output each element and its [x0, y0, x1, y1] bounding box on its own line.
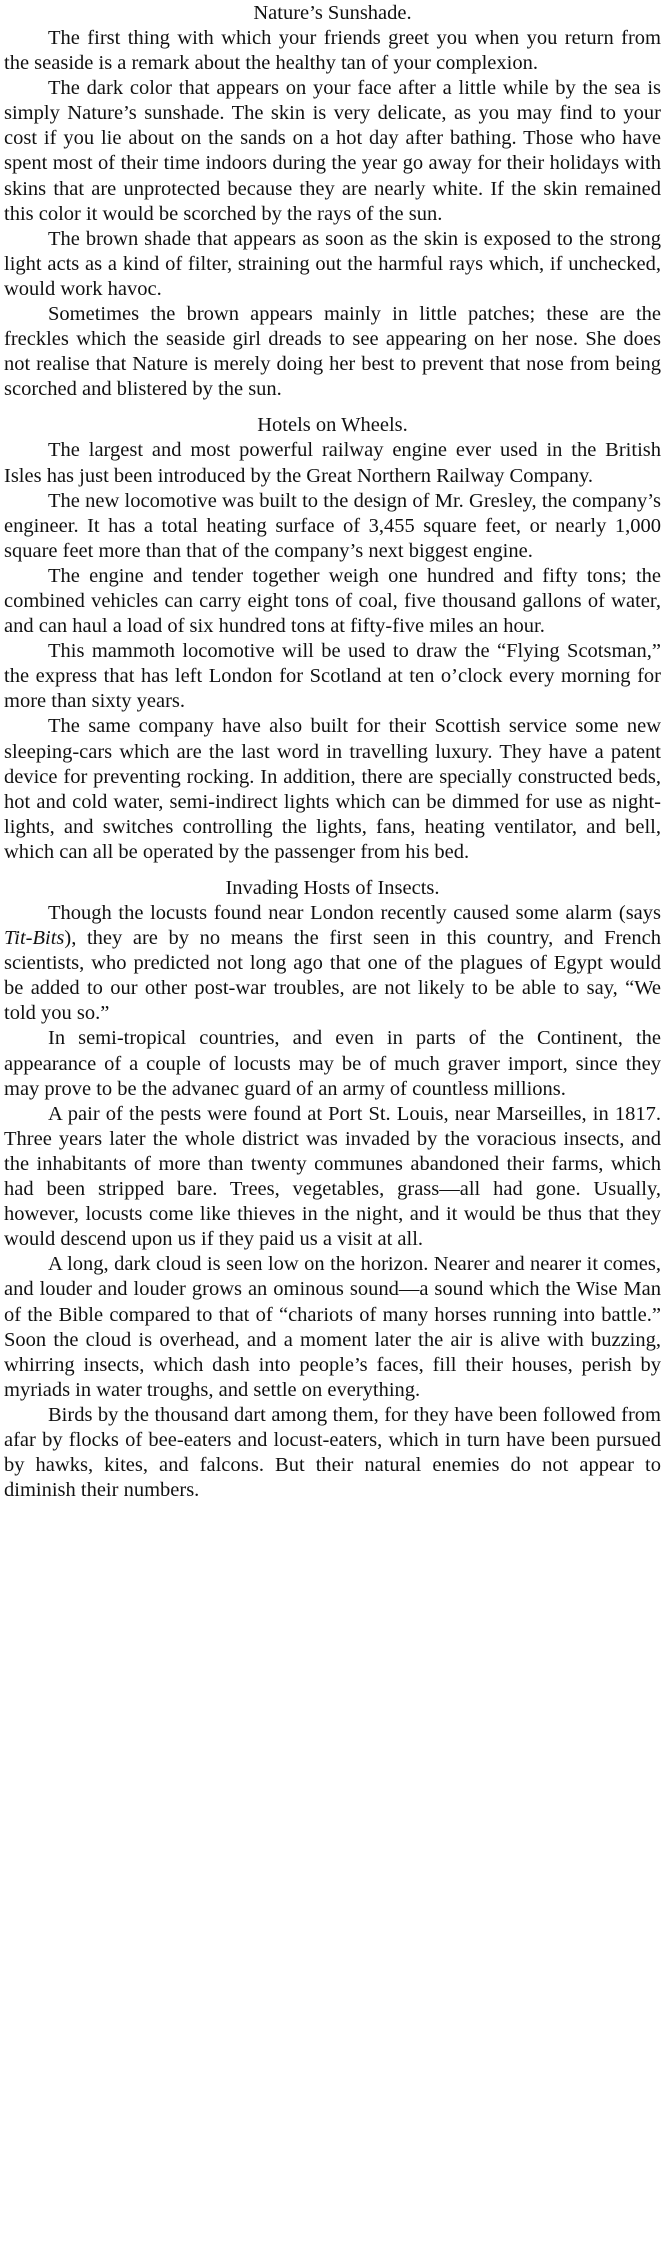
article-title: Hotels on Wheels. — [257, 414, 408, 437]
article-title: Invading Hosts of Insects. — [225, 877, 440, 899]
article-paragraph: The same company have also built for their Scottish service some new sleeping-cars which are the last word in travelling luxury. They have a patent device for preventing rocking. In addition, there are specially constructed beds, hot and cold water, semi-indirect lights which can be dimmed for use as night-lights, and switches controlling the lights, fans, heating ventilator, and bell, which can all be operated by the passenger from his bed. — [4, 715, 661, 863]
article-paragraph: The brown shade that appears as soon as the skin is exposed to the strong light acts as a kind of filter, straining out the harmful rays which, if unchecked, would work havoc. — [4, 227, 661, 300]
article-paragraph: The largest and most powerful railway engine ever used in the British Isles has just been introduced by the Great Northern Railway Company. — [4, 439, 661, 487]
article-paragraph: This mammoth locomotive will be used to draw the “Flying Scotsman,” the express that has left London for Scotland at ten o’clock every morning for more than sixty years. — [4, 640, 661, 713]
article-invading-hosts-of-insects — [4, 875, 661, 1503]
article-lead-paragraph — [4, 901, 661, 1026]
lead-text-after: ), they are by no means the first seen in this country, and French scientists, who predicted not long ago that one of the plagues of Egypt would be added to our other post-war troubles, are not likely to be able to say, “We told you so.” — [4, 927, 661, 1025]
article-hotels-on-wheels — [4, 412, 661, 865]
article-paragraph: The dark color that appears on your face after a little while by the sea is simply Nature’s sunshade. The skin is very delicate, as you may find to your cost if you lie about on the sands on a hot day after bathing. Those who have spent most of their time indoors during the year go away for their holidays with skins that are unprotected because they are nearly white. If the skin remained this color it would be scorched by the rays of the sun. — [4, 77, 661, 225]
article-paragraph: A pair of the pests were found at Port St. Louis, near Marseilles, in 1817. Three years later the whole district was invaded by the voracious insects, and the inhabitants of more than twenty communes abandoned their farms, which had been stripped bare. Trees, vegetables, grass—all had gone. Usually, however, locusts come like thieves in the night, and it would be thus that they would descend upon us if they paid us a visit at all. — [4, 1102, 661, 1251]
article-title: Nature’s Sunshade. — [253, 2, 412, 24]
source-publication: Tit-Bits — [4, 927, 65, 950]
article-paragraph: A long, dark cloud is seen low on the horizon. Nearer and nearer it comes, and louder and louder grows an ominous sound—a sound which the Wise Man of the Bible compared to that of “chariots of many horses running into battle.” Soon the cloud is overhead, and a moment later the air is alive with buzzing, whirring insects, which dash into people’s faces, fill their houses, perish by myriads in water troughs, and settle on everything. — [4, 1253, 661, 1401]
article-paragraph: In semi-tropical countries, and even in parts of the Continent, the appearance of a couple of locusts may be of much graver import, since they may prove to be the advanec guard of an army of countless millions. — [4, 1027, 661, 1100]
article-paragraph: The engine and tender together weigh one hundred and fifty tons; the combined vehicles can carry eight tons of coal, five thousand gallons of water, and can haul a load of six hundred tons at fifty-five miles an hour. — [4, 564, 661, 638]
article-paragraph: Birds by the thousand dart among them, for they have been followed from afar by flocks of bee-eaters and locust-eaters, which in turn have been pursued by hawks, kites, and falcons. But their natural enemies do not appear to diminish their numbers. — [4, 1403, 661, 1502]
article-paragraph: The new locomotive was built to the design of Mr. Gresley, the company’s engineer. It has a total heating surface of 3,455 square feet, or nearly 1,000 square feet more than that of the company’s next biggest engine. — [4, 489, 661, 562]
article-paragraph: The first thing with which your friends greet you when you return from the seaside is a remark about the healthy tan of your complexion. — [4, 27, 661, 75]
article-natures-sunshade — [4, 0, 661, 402]
lead-text-before: Though the locusts found near London recently caused some alarm (says — [48, 902, 661, 924]
article-paragraph: Sometimes the brown appears mainly in little patches; these are the freckles which the seaside girl dreads to see appearing on her nose. She does not realise that Nature is merely doing her best to prevent that nose from being scorched and blistered by the sun. — [4, 303, 661, 401]
